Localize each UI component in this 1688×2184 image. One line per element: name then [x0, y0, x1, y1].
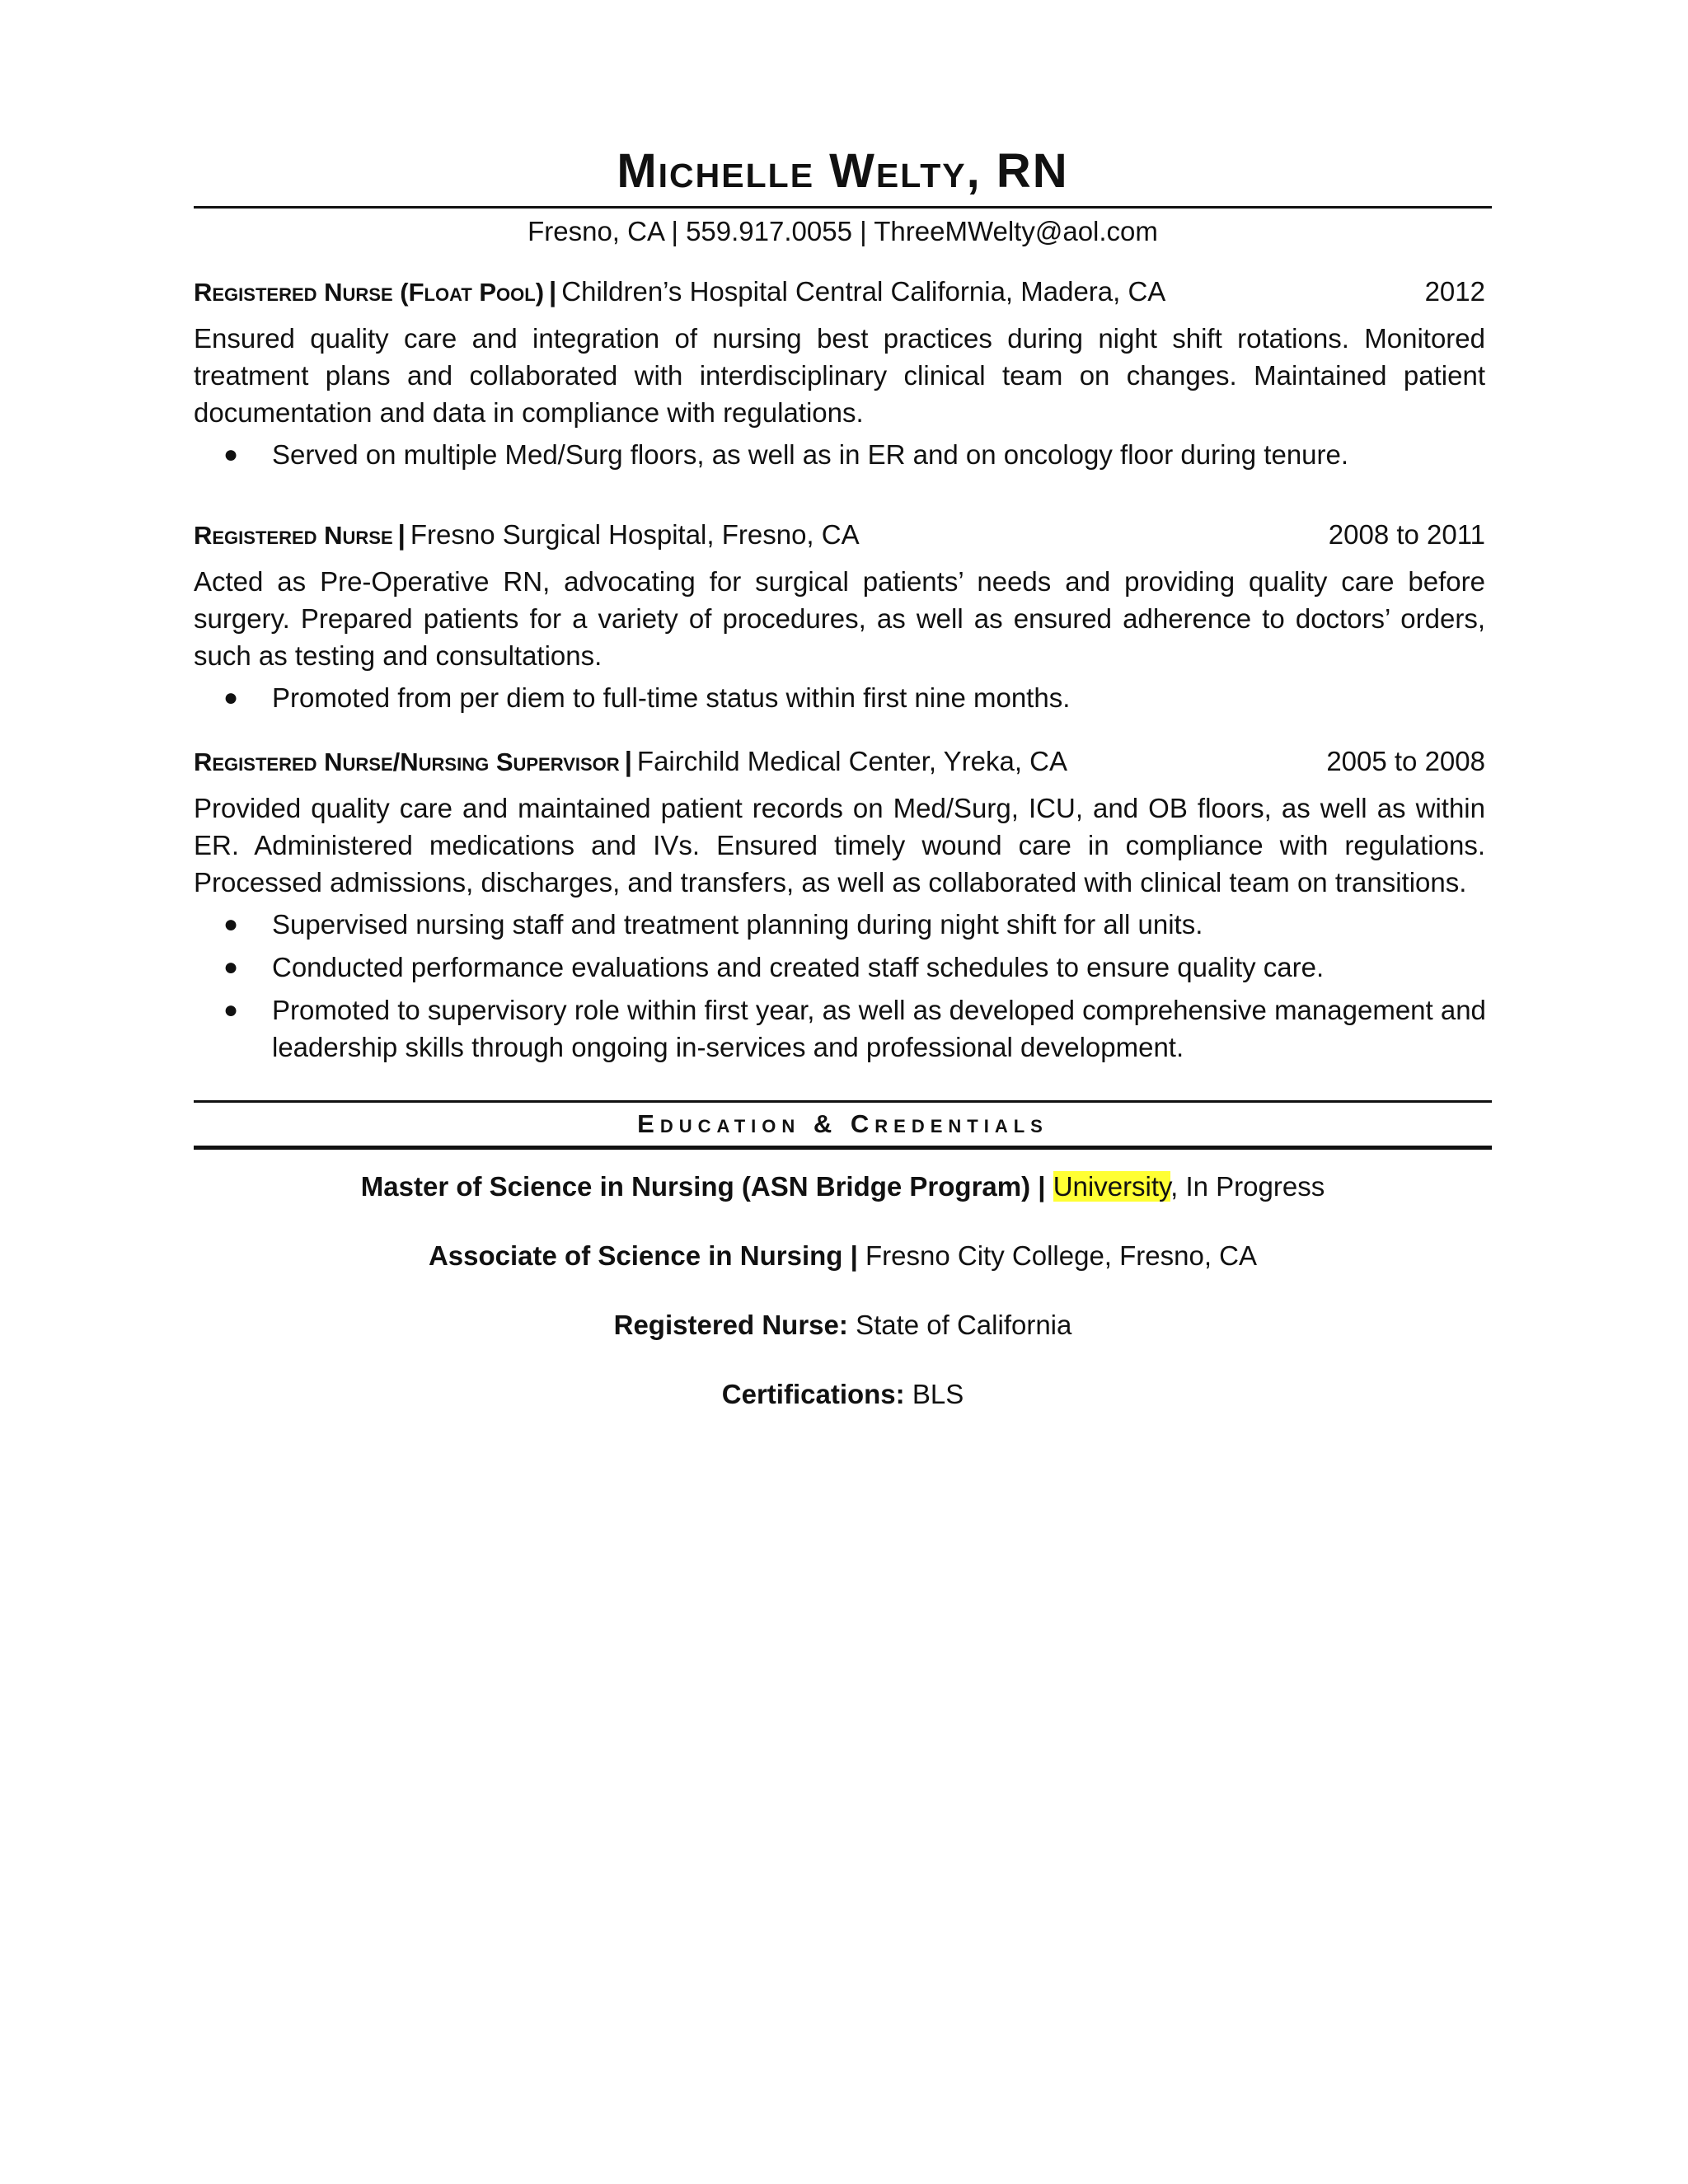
job-dates: 2005 to 2008 — [1326, 746, 1485, 776]
job-bullets — [194, 436, 1492, 473]
job-header — [194, 514, 1492, 556]
bullet-icon: ● — [223, 684, 239, 711]
resume-page — [194, 140, 1492, 1415]
job-bullets — [194, 679, 1492, 716]
bullet-icon: ● — [223, 441, 239, 468]
job-employer: Children’s Hospital Central California, Madera, CA — [561, 276, 1166, 307]
certifications-value: BLS — [912, 1379, 964, 1409]
bullet-item: ● Promoted from per diem to full-time status within first nine months. — [194, 679, 1492, 716]
certifications — [194, 1374, 1492, 1415]
job-dates: 2008 to 2011 — [1328, 519, 1485, 550]
candidate-name: Michelle Welty, RN — [617, 144, 1069, 198]
school-name: Fresno City College, Fresno, CA — [865, 1240, 1258, 1271]
job-description: Acted as Pre-Operative RN, advocating for surgical patients’ needs and providing quality care before surgery. Prepared patients for a variety of procedures, as well as ensured adherence to doctors’ orders, such as testing and consultations. — [194, 566, 1485, 671]
certifications-label: Certifications: — [721, 1379, 905, 1409]
job-employer: Fairchild Medical Center, Yreka, CA — [636, 746, 1068, 776]
job-header — [194, 741, 1492, 783]
job-title: Registered Nurse (Float Pool) — [194, 278, 545, 307]
section-heading-education: Education & Credentials — [194, 1100, 1492, 1150]
job-title: Registered Nurse — [194, 521, 393, 550]
bullet-icon: ● — [223, 911, 239, 938]
job-separator: | — [624, 746, 632, 776]
job-entry — [194, 741, 1492, 1066]
license-value: State of California — [856, 1310, 1072, 1340]
bullet-icon: ● — [223, 954, 239, 981]
degree-status: , In Progress — [1170, 1171, 1325, 1202]
job-employer: Fresno Surgical Hospital, Fresno, CA — [410, 519, 860, 550]
job-description: Provided quality care and maintained patient records on Med/Surg, ICU, and OB floors, as well as within ER. Administered medications and IVs. Ensured timely wound care in compliance with regulations. Processed admissions, discharges, and transfers, as well as collaborated with clinical team on transitions. — [194, 793, 1485, 898]
job-description: Ensured quality care and integration of nursing best practices during night shift rotations. Monitored treatment plans and collaborated with interdisciplinary clinical team on changes. Maintained patient documentation and data in compliance with regulations. — [194, 323, 1485, 428]
license-rn — [194, 1305, 1492, 1346]
degree-title: Associate of Science in Nursing | — [428, 1240, 858, 1271]
job-separator: | — [397, 519, 406, 550]
license-label: Registered Nurse: — [613, 1310, 848, 1340]
job-dates: 2012 — [1424, 276, 1485, 307]
school-name-highlighted: University — [1053, 1171, 1171, 1202]
degree-title: Master of Science in Nursing (ASN Bridge Program) | — [360, 1171, 1046, 1202]
header-divider — [194, 206, 1492, 209]
bullet-icon: ● — [223, 996, 239, 1024]
bullet-item: ● Promoted to supervisory role within first year, as well as developed comprehensive management and leadership skills through ongoing in-services and professional development. — [194, 991, 1492, 1066]
education-asn — [194, 1235, 1492, 1277]
bullet-item: ● Supervised nursing staff and treatment planning during night shift for all units. — [194, 906, 1492, 943]
job-entry — [194, 514, 1492, 716]
bullet-item: ● Served on multiple Med/Surg floors, as well as in ER and on oncology floor during tenure. — [194, 436, 1492, 473]
job-title: Registered Nurse/Nursing Supervisor — [194, 748, 620, 776]
job-header — [194, 271, 1492, 313]
bullet-item: ● Conducted performance evaluations and created staff schedules to ensure quality care. — [194, 949, 1492, 986]
contact-info: Fresno, CA | 559.917.0055 | ThreeMWelty@aol.com — [528, 216, 1158, 246]
education-list — [194, 1166, 1492, 1415]
education-msn — [194, 1166, 1492, 1207]
job-entry — [194, 271, 1492, 473]
job-separator: | — [549, 276, 557, 307]
job-bullets — [194, 906, 1492, 1066]
